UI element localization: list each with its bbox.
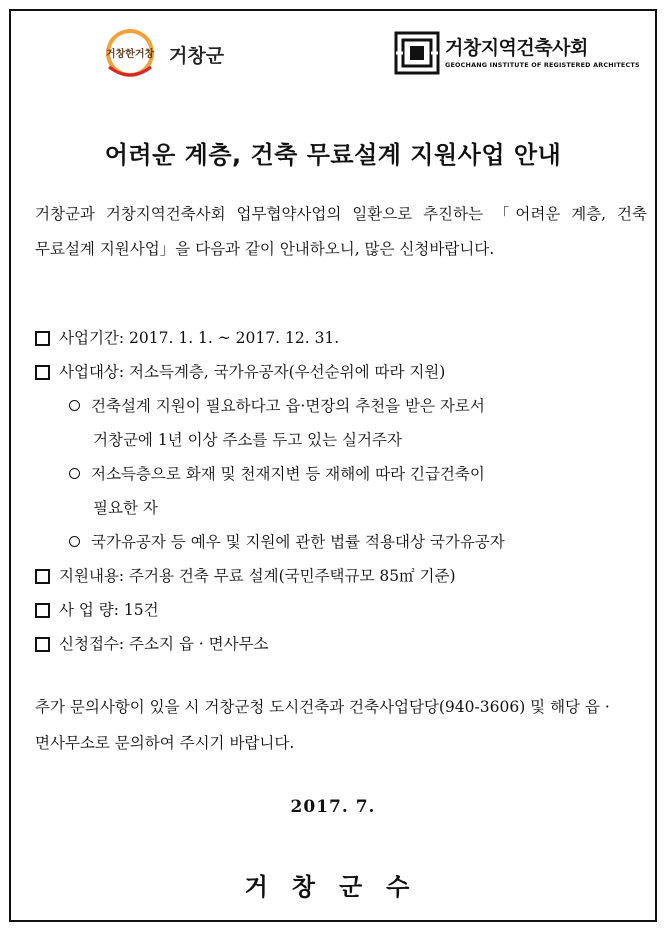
sub-item <box>35 525 655 559</box>
circle-bullet-icon <box>69 400 80 411</box>
sub-item-continued: 거창군에 1년 이상 주소를 두고 있는 실거주자 <box>93 431 402 449</box>
item-content-text: 지원내용: 주거용 건축 무료 설계(국민주택규모 85㎡ 기준) <box>59 567 456 585</box>
checkbox-icon <box>35 331 50 346</box>
item-amount-text: 사 업 량: 15건 <box>59 601 159 619</box>
intro-paragraph: 거창군과 거창지역건축사회 업무협약사업의 일환으로 추진하는 「어려운 계층, 건축 무료설계 지원사업」을 다음과 같이 안내하오니, 많은 신청바랍니다. <box>35 205 647 258</box>
sub-item-text: 국가유공자 등 예우 및 지원에 관한 법률 적용대상 국가유공자 <box>91 533 505 551</box>
inquiry-note: 추가 문의사항이 있을 시 거창군청 도시건축과 건축사업담당(940-3606) 및 해당 읍 · 면사무소로 문의하여 주시기 바랍니다. <box>35 698 610 752</box>
geochang-county-logo <box>95 27 165 79</box>
signature: 거창군수 <box>244 872 434 901</box>
notice-title: 어려운 계층, 건축 무료설계 지원사업 안내 <box>104 141 562 169</box>
sub-item-text: 건축설계 지원이 필요하다고 읍·면장의 추천을 받은 자로서 <box>91 397 485 415</box>
item-target-text: 사업대상: 저소득계층, 국가유공자(우선순위에 따라 지원) <box>59 363 446 381</box>
notice-frame <box>9 9 657 922</box>
checkbox-icon <box>35 637 50 652</box>
item-amount <box>35 593 655 627</box>
item-period <box>35 321 655 355</box>
institute-logo <box>394 31 440 75</box>
checkbox-icon <box>35 569 50 584</box>
circle-bullet-icon <box>69 468 80 479</box>
institute-name: 거창지역건축사회 <box>445 37 588 59</box>
item-list <box>35 321 655 661</box>
item-target <box>35 355 655 389</box>
sub-item-continued: 필요한 자 <box>93 499 158 517</box>
item-apply-text: 신청접수: 주소지 읍 · 면사무소 <box>59 635 269 653</box>
sub-item <box>35 389 655 423</box>
item-apply <box>35 627 655 661</box>
circle-bullet-icon <box>69 536 80 547</box>
header <box>11 11 655 107</box>
checkbox-icon <box>35 603 50 618</box>
county-logo-text: 거창한거창 <box>105 49 155 60</box>
item-period-text: 사업기간: 2017. 1. 1. ~ 2017. 12. 31. <box>59 329 340 347</box>
sub-item-text: 저소득층으로 화재 및 천재지변 등 재해에 따라 긴급건축이 <box>91 465 485 483</box>
item-content <box>35 559 655 593</box>
sub-item <box>35 457 655 491</box>
checkbox-icon <box>35 365 50 380</box>
county-name: 거창군 <box>169 45 225 67</box>
institute-english-name: GEOCHANG INSTITUTE OF REGISTERED ARCHITECTS <box>445 61 640 69</box>
notice-date: 2017. 7. <box>290 797 376 817</box>
